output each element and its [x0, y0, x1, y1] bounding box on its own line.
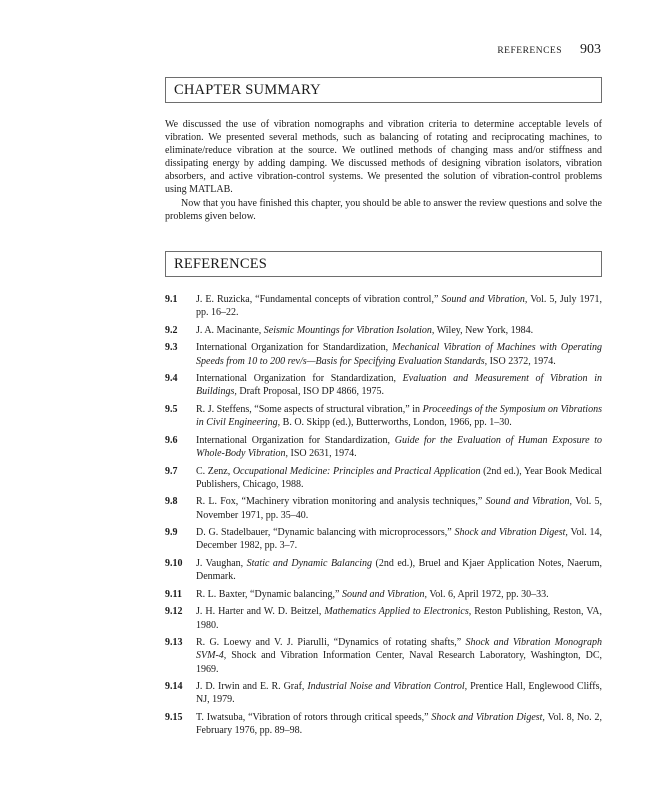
reference-item	[165, 605, 602, 631]
reference-number: 9.6	[165, 434, 178, 446]
reference-text	[196, 588, 602, 601]
reference-list	[165, 293, 602, 742]
reference-title: Seismic Mountings for Vibration Isolation,	[263, 324, 435, 336]
reference-text	[196, 341, 602, 367]
reference-number: 9.7	[165, 465, 178, 477]
reference-number: 9.12	[165, 606, 183, 618]
reference-segment: Vol. 5, July 1971, pp. 16–22.	[196, 294, 603, 319]
reference-number: 9.11	[165, 588, 182, 600]
reference-text	[196, 293, 602, 319]
reference-item	[165, 495, 602, 521]
reference-text	[196, 557, 602, 583]
reference-title: Proceedings of the Symposium on Vibrations in Civil Engineering,	[196, 403, 602, 429]
reference-segment: B. O. Skipp (ed.), Butterworths, London, 1966, pp. 1–30.	[280, 417, 512, 429]
reference-title: Evaluation and Measurement of Vibration in Buildings,	[196, 373, 602, 398]
reference-segment: International Organization for Standardization,	[196, 434, 395, 446]
reference-segment: Vol. 6, April 1972, pp. 30–33.	[427, 588, 549, 600]
reference-number: 9.5	[165, 403, 178, 415]
reference-number: 9.10	[165, 557, 183, 569]
reference-item	[165, 680, 602, 706]
running-head-section: REFERENCES	[497, 46, 562, 56]
reference-title: Static and Dynamic Balancing	[246, 557, 373, 569]
reference-segment: J. H. Harter and W. D. Beitzel,	[196, 606, 325, 618]
reference-number: 9.13	[165, 637, 183, 649]
reference-text	[196, 465, 602, 491]
reference-segment: R. G. Loewy and V. J. Piarulli, “Dynamics of rotating shafts,”	[196, 637, 466, 649]
reference-segment: Vol. 14, December 1982, pp. 3–7.	[196, 527, 603, 552]
reference-segment: R. L. Baxter, “Dynamic balancing,”	[196, 588, 342, 600]
reference-title: Shock and Vibration Monograph SVM-4,	[196, 637, 603, 662]
reference-segment: ISO 2372, 1974.	[487, 355, 556, 367]
reference-text	[196, 680, 602, 706]
summary-paragraph: We discussed the use of vibration nomographs and vibration criteria to determine acceptable levels of vibration. We presented several methods, such as balancing of rotating and reciprocating machines, to eliminate/reduce vibration at the source. We outlined methods of changing mass and/or stiffness and dissipating energy by adding damping. We discussed methods of designing vibration isolators, vibration absorbers, and active vibration-control systems. We presented the solution of vibration-control problems using MATLAB.	[165, 119, 602, 196]
reference-number: 9.1	[165, 294, 178, 305]
reference-segment: D. G. Stadelbauer, “Dynamic balancing with microprocessors,”	[196, 527, 455, 539]
reference-number: 9.9	[165, 527, 178, 539]
reference-item	[165, 526, 602, 552]
reference-title: Mechanical Vibration of Machines with Operating Speeds from 10 to 200 rev/s—Basis for Specifying Evaluation Standards,	[196, 342, 602, 367]
reference-segment: International Organization for Standardization,	[196, 342, 393, 354]
reference-item	[165, 293, 602, 319]
references-heading: REFERENCES	[165, 251, 602, 277]
reference-text	[196, 324, 602, 337]
reference-segment: T. Iwatsuba, “Vibration of rotors through critical speeds,”	[196, 711, 432, 723]
reference-segment: J. A. Macinante,	[196, 324, 264, 336]
reference-item	[165, 403, 602, 429]
reference-text	[196, 636, 602, 676]
page-number: 903	[580, 42, 601, 57]
reference-text	[196, 605, 602, 631]
reference-item	[165, 711, 602, 737]
reference-item	[165, 636, 602, 676]
reference-segment: C. Zenz,	[196, 465, 233, 477]
reference-title: Sound and Vibration,	[441, 294, 528, 305]
reference-number: 9.15	[165, 711, 183, 723]
reference-item	[165, 465, 602, 491]
summary-text	[165, 118, 602, 223]
reference-title: Shock and Vibration Digest,	[454, 527, 568, 539]
reference-text	[196, 434, 602, 460]
reference-segment: Vol. 5, November 1971, pp. 35–40.	[196, 496, 603, 521]
reference-item	[165, 557, 602, 583]
reference-segment: Shock and Vibration Information Center, Naval Research Laboratory, Washington, DC, 1969.	[196, 650, 602, 675]
reference-item	[165, 324, 602, 337]
reference-number: 9.3	[165, 342, 178, 354]
reference-number: 9.14	[165, 681, 183, 693]
reference-segment: Draft Proposal, ISO DP 4866, 1975.	[236, 386, 384, 398]
reference-segment: R. J. Steffens, “Some aspects of structural vibration,” in	[196, 403, 423, 415]
reference-title: Guide for the Evaluation of Human Exposure to Whole-Body Vibration,	[196, 434, 603, 459]
reference-title: Shock and Vibration Digest,	[431, 711, 545, 723]
reference-segment: Wiley, New York, 1984.	[434, 324, 534, 336]
reference-text	[196, 526, 602, 552]
reference-segment: International Organization for Standardization,	[196, 373, 403, 385]
reference-text	[196, 711, 602, 737]
reference-segment: (2nd ed.), Bruel and Kjaer Application Notes, Naerum, Denmark.	[196, 557, 602, 583]
reference-title: Industrial Noise and Vibration Control,	[307, 681, 468, 693]
reference-text	[196, 372, 602, 398]
reference-segment: ISO 2631, 1974.	[288, 447, 357, 459]
reference-title: Mathematics Applied to Electronics,	[324, 606, 472, 618]
reference-segment: J. Vaughan,	[196, 557, 247, 569]
reference-segment: Prentice Hall, Englewood Cliffs, NJ, 1979.	[196, 681, 602, 706]
reference-number: 9.8	[165, 496, 178, 508]
reference-segment: Vol. 8, No. 2, February 1976, pp. 89–98.	[196, 711, 602, 737]
summary-paragraph: Now that you have finished this chapter, you should be able to answer the review questions and solve the problems given below.	[165, 197, 602, 222]
reference-text	[196, 403, 602, 429]
reference-title: Occupational Medicine: Principles and Practical Application	[232, 465, 481, 477]
chapter-summary-heading: CHAPTER SUMMARY	[165, 77, 602, 103]
reference-number: 9.2	[165, 324, 178, 336]
reference-segment: J. E. Ruzicka, “Fundamental concepts of vibration control,”	[196, 294, 442, 305]
running-head	[497, 42, 601, 58]
reference-segment: Reston Publishing, Reston, VA, 1980.	[196, 606, 603, 631]
reference-item	[165, 372, 602, 398]
reference-text	[196, 495, 602, 521]
reference-number: 9.4	[165, 373, 178, 385]
reference-segment: R. L. Fox, “Machinery vibration monitoring and analysis techniques,”	[196, 496, 486, 508]
reference-item	[165, 434, 602, 460]
reference-segment: (2nd ed.), Year Book Medical Publishers, Chicago, 1988.	[196, 465, 602, 490]
reference-item	[165, 588, 602, 601]
reference-item	[165, 341, 602, 367]
reference-title: Sound and Vibration,	[485, 496, 573, 508]
reference-segment: J. D. Irwin and E. R. Graf,	[196, 681, 308, 693]
reference-title: Sound and Vibration,	[341, 588, 428, 600]
